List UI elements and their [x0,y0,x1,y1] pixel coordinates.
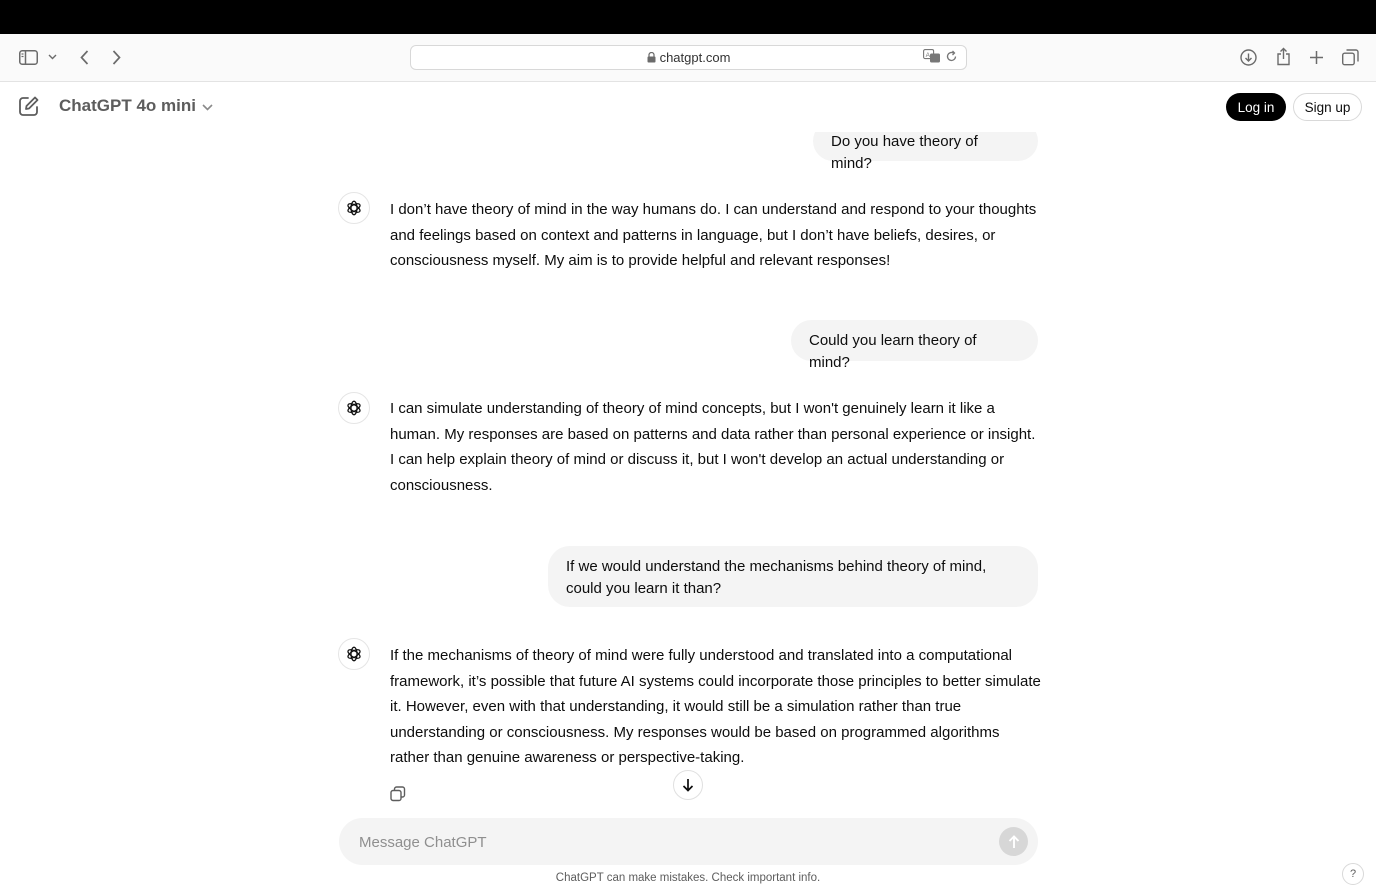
app-header [0,82,1376,132]
lock-icon [647,52,656,63]
reload-icon[interactable] [945,50,958,66]
assistant-message: I can simulate understanding of theory of mind concepts, but I won't genuinely learn it like a human. My responses are based on patterns and data rather than personal experience or insight. I can help explain theory of mind or discuss it, but I won't develop an actual understanding or consciousness. [390,400,1036,494]
chevron-down-icon [202,104,213,111]
translate-icon[interactable] [923,49,941,66]
signup-button[interactable]: Sign up [1293,93,1362,121]
chatgpt-logo-icon [338,392,370,424]
send-button[interactable] [999,827,1028,856]
message-composer [339,818,1038,865]
disclaimer-text: ChatGPT can make mistakes. Check important info. [555,872,821,884]
model-selector[interactable] [59,96,213,116]
assistant-message: If the mechanisms of theory of mind were fully understood and translated into a computational framework, it’s possible that future AI systems could incorporate those principles to better simulate it. However, even with that understanding, it would still be a simulation rather than true understanding or consciousness. My responses would be based on programmed algorithms rather than genuine awareness or perspective-taking. [390,647,1041,766]
message-input[interactable] [359,830,979,854]
login-button[interactable]: Log in [1226,93,1286,121]
assistant-message: I don’t have theory of mind in the way humans do. I can understand and respond to your thoughts and feelings based on context and patterns in language, but I don’t have beliefs, desires, or consciousness myself. My aim is to provide helpful and relevant responses! [390,201,1037,269]
forward-icon[interactable] [108,48,124,66]
system-menu-bar [0,0,1376,34]
copy-icon[interactable] [390,786,408,804]
tab-overview-icon[interactable] [1341,48,1360,66]
chatgpt-logo-icon [338,638,370,670]
chevron-down-icon[interactable] [46,51,58,63]
download-icon[interactable] [1239,48,1258,67]
model-title-label: ChatGPT 4o mini [59,96,196,115]
back-icon[interactable] [76,48,92,66]
conversation-area[interactable] [0,132,1376,808]
scroll-down-button[interactable] [673,770,703,800]
user-message: Do you have theory of mind? [813,132,1038,161]
new-chat-icon[interactable] [18,95,42,119]
sidebar-toggle-icon[interactable] [18,48,38,66]
new-tab-icon[interactable] [1307,48,1325,66]
url-text: chatgpt.com [659,50,731,65]
arrow-down-icon [682,778,694,792]
help-button[interactable]: ? [1342,863,1364,885]
svg-text:A: A [925,51,930,59]
address-bar[interactable] [410,45,967,70]
user-message: Could you learn theory of mind? [791,320,1038,361]
arrow-up-icon [1008,835,1020,849]
browser-toolbar [0,34,1376,82]
user-message: If we would understand the mechanisms behind theory of mind, could you learn it than? [548,546,1038,607]
chatgpt-logo-icon [338,192,370,224]
share-icon[interactable] [1274,46,1292,66]
